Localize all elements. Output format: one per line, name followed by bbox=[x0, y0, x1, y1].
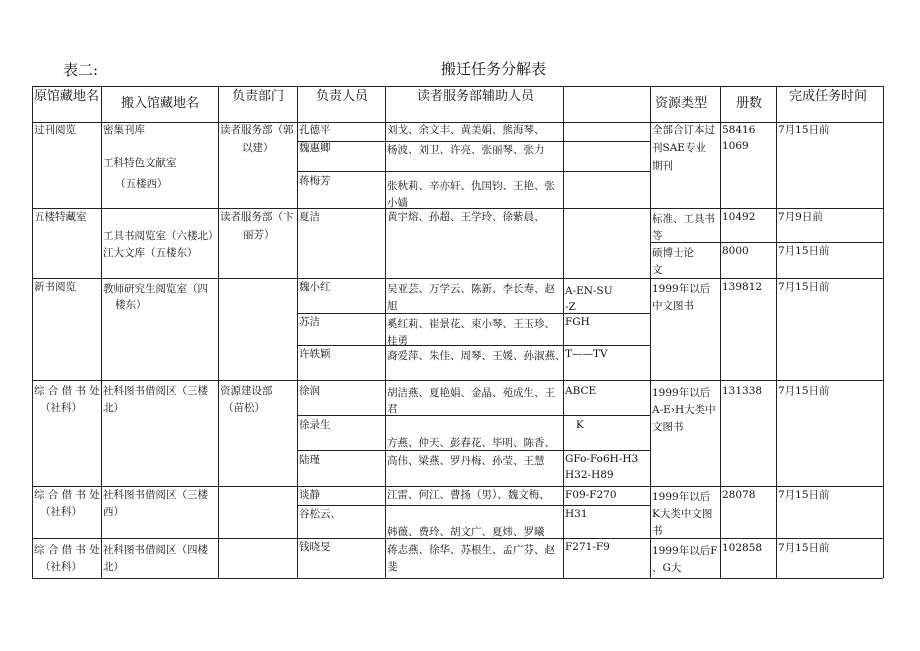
header-dest-location: 搬入馆藏地名 bbox=[121, 96, 200, 111]
helpers: 韩薇、费玲、胡文广、夏炜、罗曦 bbox=[387, 526, 545, 538]
volume-count: 1069 bbox=[722, 140, 749, 152]
dest-location: 工科特色文献室 bbox=[103, 157, 177, 169]
volume-count: 8000 bbox=[722, 245, 749, 257]
volume-count: 139812 bbox=[722, 281, 763, 293]
helpers: 刘戈、余文丰、黄美娟、熊海琴、 bbox=[387, 124, 545, 136]
completion-time: 7月15日前 bbox=[778, 281, 830, 293]
helpers: 方燕、仲天、彭春花、毕明、陈香、 bbox=[387, 437, 555, 449]
completion-time: 7月15日前 bbox=[778, 245, 830, 257]
helpers: 旭 bbox=[387, 300, 398, 312]
orig-location: 综 合 借 书 处 bbox=[34, 385, 100, 397]
orig-location: （社科） bbox=[40, 402, 82, 414]
table-number-label: 表二: bbox=[63, 61, 99, 79]
department: 丽芳） bbox=[243, 229, 275, 241]
resource-type: 1999年以后 bbox=[652, 387, 711, 399]
person: 钱晓旻 bbox=[299, 541, 331, 553]
department: 读者服务部（卞 bbox=[220, 211, 294, 223]
dest-location: 教师研究生阅览室（四 bbox=[103, 283, 208, 295]
resource-type: 文图书 bbox=[652, 421, 684, 433]
volume-count: 10492 bbox=[722, 211, 756, 223]
person: 夏洁 bbox=[299, 211, 320, 223]
resource-type: 1999年以后 bbox=[652, 491, 711, 503]
helpers: 张秋莉、辛亦轩、仇国钧、王艳、张 bbox=[387, 180, 555, 192]
person: 蒋梅芳 bbox=[299, 175, 331, 187]
orig-location: （社科） bbox=[40, 506, 82, 518]
header-completion-time: 完成任务时间 bbox=[789, 89, 868, 104]
completion-time: 7月15日前 bbox=[778, 489, 830, 501]
person: 谈静 bbox=[299, 489, 320, 501]
orig-location: 新书阅览 bbox=[34, 281, 76, 293]
volume-count: 131338 bbox=[722, 385, 763, 397]
resource-type: 书 bbox=[652, 525, 663, 537]
completion-time: 7月15日前 bbox=[778, 542, 830, 554]
helpers: 高伟、梁燕、罗丹梅、孙莹、王慧 bbox=[387, 455, 545, 467]
call-number-range: F271-F9 bbox=[565, 541, 610, 553]
resource-type: 标准、工具书 bbox=[652, 213, 715, 225]
dest-location: 密集刊库 bbox=[103, 124, 145, 136]
person: 孔德平 bbox=[299, 124, 331, 136]
header-resource-type: 资源类型 bbox=[655, 96, 708, 111]
resource-type: A-E›H大类中 bbox=[652, 404, 716, 416]
orig-location: 五楼特藏室 bbox=[34, 211, 87, 223]
call-number-range: FGH bbox=[565, 316, 590, 328]
person: 魏惠卿 bbox=[299, 142, 331, 154]
resource-type: 1999年以后 bbox=[652, 283, 711, 295]
department: 以建） bbox=[242, 142, 274, 154]
resource-type: 期刊 bbox=[652, 160, 673, 172]
resource-type: 刊SAE专业 bbox=[652, 142, 706, 154]
resource-type: 等 bbox=[652, 230, 663, 242]
department: 读者服务部（郭 bbox=[220, 124, 294, 136]
call-number-range: A-EN-SU bbox=[565, 285, 613, 297]
dest-location: 北） bbox=[103, 561, 124, 573]
call-number-range: K bbox=[576, 419, 584, 431]
header-department: 负责部门 bbox=[232, 89, 285, 104]
resource-type: 硕博士论 bbox=[652, 247, 694, 259]
orig-location: 过刊阅览 bbox=[34, 124, 76, 136]
resource-type: K大类中文图 bbox=[652, 508, 713, 520]
helpers: 黄宇熔、孙超、王学玲、徐紫晨、 bbox=[387, 211, 545, 223]
volume-count: 28078 bbox=[722, 489, 756, 501]
orig-location: （社科） bbox=[40, 561, 82, 573]
completion-time: 7月15日前 bbox=[778, 385, 830, 397]
resource-type: 全部合订本过 bbox=[652, 124, 715, 136]
header-orig-location: 原馆藏地名 bbox=[34, 89, 100, 104]
person: 魏小红 bbox=[299, 281, 331, 293]
resource-type: 中文图书 bbox=[652, 300, 694, 312]
helpers: 桂勇 bbox=[387, 335, 408, 347]
person: 谷松云、 bbox=[299, 508, 341, 520]
helpers: 斐 bbox=[387, 561, 398, 573]
dest-location: 西） bbox=[103, 506, 124, 518]
person: 陆瑾 bbox=[299, 454, 320, 466]
call-number-range: H31 bbox=[565, 508, 588, 520]
dest-location: 楼东） bbox=[115, 299, 147, 311]
person: 徐录生 bbox=[299, 419, 331, 431]
helpers: 小嫱 bbox=[387, 197, 408, 209]
helpers: 吴亚芸、万学云、陈新、李长寿、赵 bbox=[387, 283, 555, 295]
helpers: 君 bbox=[387, 403, 398, 415]
volume-count: 102858 bbox=[722, 542, 763, 554]
person: 苏洁 bbox=[299, 316, 320, 328]
call-number-range: T——TV bbox=[565, 348, 608, 360]
completion-time: 7月15日前 bbox=[778, 124, 830, 136]
person: 徐润 bbox=[299, 385, 320, 397]
header-volumes: 册数 bbox=[736, 96, 763, 111]
dest-location: 社科图书借阅区（三楼 bbox=[103, 489, 208, 501]
volume-count: 58416 bbox=[722, 124, 756, 136]
dest-location: 社科图书借阅区（四楼 bbox=[103, 544, 208, 556]
call-number-range: ABCE bbox=[565, 385, 597, 397]
dest-location: 社科图书借阅区（三楼 bbox=[103, 385, 208, 397]
document-title: 搬迁任务分解表 bbox=[441, 60, 547, 78]
helpers: 胡洁燕、夏艳娟、金晶、苑成生、王 bbox=[387, 387, 555, 399]
helpers: 江雷、何江、曹扬（男）、魏文梅、 bbox=[387, 489, 550, 501]
dest-location: （五楼西） bbox=[115, 178, 168, 190]
call-number-range: F09-F270 bbox=[565, 489, 617, 501]
call-number-range: H32-H89 bbox=[565, 469, 614, 481]
orig-location: 综 合 借 书 处 bbox=[34, 489, 100, 501]
person: 许轶颖 bbox=[299, 348, 331, 360]
helpers: 杨波、刘卫、许亮、张丽琴、张力 bbox=[387, 144, 545, 156]
resource-type: 、G大 bbox=[652, 562, 682, 574]
helpers: 裔爱萍、朱佳、周琴、王媛、孙淑燕、 bbox=[387, 350, 566, 362]
helpers: 奚红莉、崔景花、束小琴、王玉珍、 bbox=[387, 318, 555, 330]
header-person: 负责人员 bbox=[316, 89, 369, 104]
orig-location: 综 合 借 书 处 bbox=[34, 544, 100, 556]
header-helpers: 读者服务部辅助人员 bbox=[417, 89, 535, 104]
resource-type: 文 bbox=[652, 264, 663, 276]
helpers: 蒋志燕、徐华、苏根生、孟广芬、赵 bbox=[387, 544, 555, 556]
resource-type: 1999年以后F bbox=[652, 545, 718, 557]
dest-location: 工具书阅览室（六楼北） bbox=[103, 230, 219, 242]
call-number-range: -Z bbox=[565, 301, 576, 313]
dest-location: 江大文库（五楼东） bbox=[103, 247, 198, 259]
dest-location: 北） bbox=[103, 402, 124, 414]
department: （苗松） bbox=[223, 402, 265, 414]
call-number-range: GFo-Fo6H-H3 bbox=[565, 453, 639, 465]
department: 资源建设部 bbox=[220, 385, 273, 397]
completion-time: 7月9日前 bbox=[778, 211, 823, 223]
